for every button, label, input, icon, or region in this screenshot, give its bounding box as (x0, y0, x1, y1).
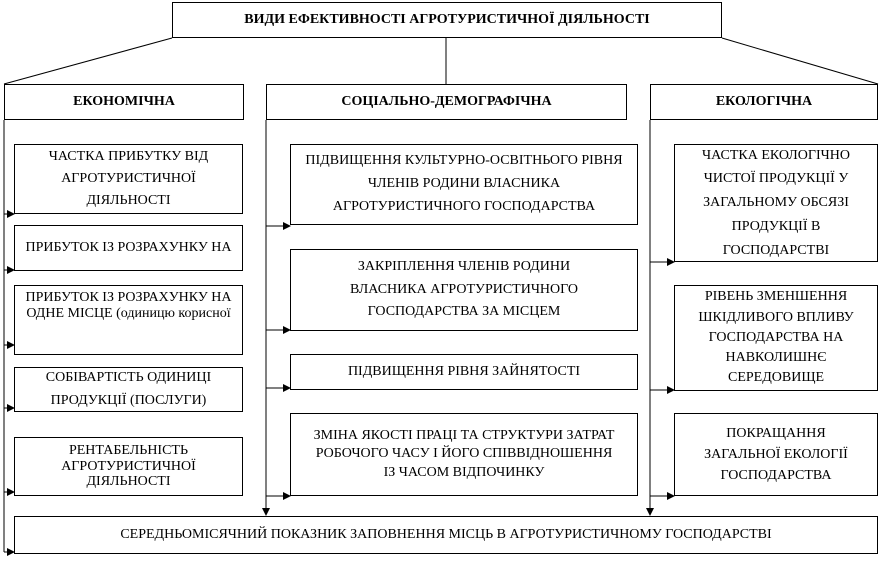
ecological-item: ПОКРАЩАННЯ ЗАГАЛЬНОЇ ЕКОЛОГІЇ ГОСПОДАРСТВА (674, 413, 878, 496)
economic-item: ПРИБУТОК ІЗ РОЗРАХУНКУ НА (14, 225, 243, 271)
social-item: ПІДВИЩЕННЯ КУЛЬТУРНО-ОСВІТНЬОГО РІВНЯ ЧЛЕНІВ РОДИНИ ВЛАСНИКА АГРОТУРИСТИЧНОГО ГОСПОДАРСТВА (290, 144, 638, 225)
economic-item: РЕНТАБЕЛЬНІСТЬ АГРОТУРИСТИЧНОЇ ДІЯЛЬНОСТІ (14, 437, 243, 496)
connector-title-ecological (722, 38, 878, 84)
category-ecological: ЕКОЛОГІЧНА (650, 84, 878, 120)
social-item: ПІДВИЩЕННЯ РІВНЯ ЗАЙНЯТОСТІ (290, 354, 638, 390)
economic-item: ЧАСТКА ПРИБУТКУ ВІД АГРОТУРИСТИЧНОЇ ДІЯЛЬНОСТІ (14, 144, 243, 214)
ecological-item: ЧАСТКА ЕКОЛОГІЧНО ЧИСТОЇ ПРОДУКЦІЇ У ЗАГАЛЬНОМУ ОБСЯЗІ ПРОДУКЦІЇ В ГОСПОДАРСТВІ (674, 144, 878, 262)
economic-item: СОБІВАРТІСТЬ ОДИНИЦІ ПРОДУКЦІЇ (ПОСЛУГИ) (14, 367, 243, 412)
bottom-indicator: СЕРЕДНЬОМІСЯЧНИЙ ПОКАЗНИК ЗАПОВНЕННЯ МІСЦЬ В АГРОТУРИСТИЧНОМУ ГОСПОДАРСТВІ (14, 516, 878, 554)
connector-title-economic (4, 38, 172, 84)
social-item: ЗМІНА ЯКОСТІ ПРАЦІ ТА СТРУКТУРИ ЗАТРАТ РОБОЧОГО ЧАСУ І ЙОГО СПІВВІДНОШЕННЯ ІЗ ЧАСОМ ВІДПОЧИНКУ (290, 413, 638, 496)
social-item: ЗАКРІПЛЕННЯ ЧЛЕНІВ РОДИНИ ВЛАСНИКА АГРОТУРИСТИЧНОГО ГОСПОДАРСТВА ЗА МІСЦЕМ (290, 249, 638, 331)
economic-item: ПРИБУТОК ІЗ РОЗРАХУНКУ НА ОДНЕ МІСЦЕ (одиницю корисної (14, 285, 243, 355)
ecological-item: РІВЕНЬ ЗМЕНШЕННЯ ШКІДЛИВОГО ВПЛИВУ ГОСПОДАРСТВА НА НАВКОЛИШНЄ СЕРЕДОВИЩЕ (674, 285, 878, 391)
category-social: СОЦІАЛЬНО-ДЕМОГРАФІЧНА (266, 84, 627, 120)
diagram-title: ВИДИ ЕФЕКТИВНОСТІ АГРОТУРИСТИЧНОЇ ДІЯЛЬНОСТІ (172, 2, 722, 38)
category-economic: ЕКОНОМІЧНА (4, 84, 244, 120)
